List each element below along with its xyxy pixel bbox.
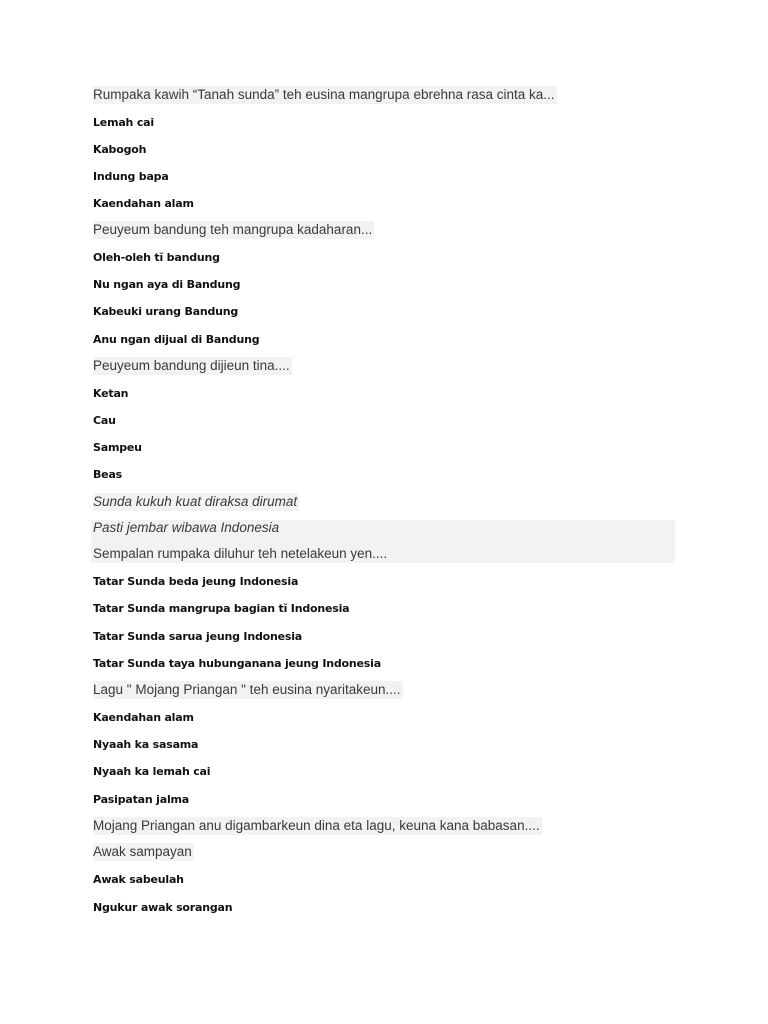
- question-4-option-a: Tatar Sunda beda jeung Indonesia: [93, 575, 299, 588]
- question-3-text: Peuyeum bandung dijieun tina....: [93, 358, 290, 373]
- question-3-option-c: Sampeu: [93, 441, 142, 454]
- question-1-option-b: Kabogoh: [93, 143, 147, 156]
- question-4-quote-line-1: Sunda kukuh kuat diraksa dirumat: [93, 494, 298, 509]
- question-6-text: Mojang Priangan anu digambarkeun dina eta lagu, keuna kana babasan....: [93, 818, 540, 833]
- question-4-option-d: Tatar Sunda taya hubunganana jeung Indonesia: [93, 657, 381, 670]
- question-1-option-c: Indung bapa: [93, 170, 169, 183]
- question-4-option-b: Tatar Sunda mangrupa bagian tĭ Indonesia: [93, 602, 350, 615]
- question-2-text: Peuyeum bandung teh mangrupa kadaharan...: [93, 222, 373, 237]
- question-3-option-a: Ketan: [93, 387, 129, 400]
- question-1-text: Rumpaka kawih “Tanah sunda” teh eusina mangrupa ebrehna rasa cinta ka...: [93, 87, 555, 102]
- question-1-option-a: Lemah cai: [93, 116, 154, 129]
- question-4-option-c: Tatar Sunda sarua jeung Indonesia: [93, 630, 303, 643]
- question-3-option-d: Beas: [93, 468, 123, 481]
- question-4-text: Sempalan rumpaka diluhur teh netelakeun yen....: [93, 546, 388, 561]
- question-4-highlight-block: [91, 520, 675, 563]
- question-5-option-c: Nyaah ka lemah cai: [93, 765, 211, 778]
- question-5-text: Lagu " Mojang Priangan " teh eusina nyaritakeun....: [93, 682, 401, 697]
- question-1-option-d: Kaendahan alam: [93, 197, 194, 210]
- question-5-option-a: Kaendahan alam: [93, 711, 194, 724]
- question-5-option-d: Pasipatan jalma: [93, 793, 189, 806]
- question-3-option-b: Cau: [93, 414, 116, 427]
- question-6-option-c: Ngukur awak sorangan: [93, 901, 233, 914]
- question-2-option-c: Kabeuki urang Bandung: [93, 305, 239, 318]
- question-5-option-b: Nyaah ka sasama: [93, 738, 199, 751]
- question-6-option-a: Awak sampayan: [93, 844, 192, 859]
- question-2-option-d: Anu ngan dijual di Bandung: [93, 333, 260, 346]
- question-4-quote-line-2: Pasti jembar wibawa Indonesia: [93, 520, 280, 535]
- question-6-option-b: Awak sabeulah: [93, 873, 184, 886]
- question-2-option-a: Oleh-oleh tĭ bandung: [93, 251, 220, 264]
- question-2-option-b: Nu ngan aya di Bandung: [93, 278, 241, 291]
